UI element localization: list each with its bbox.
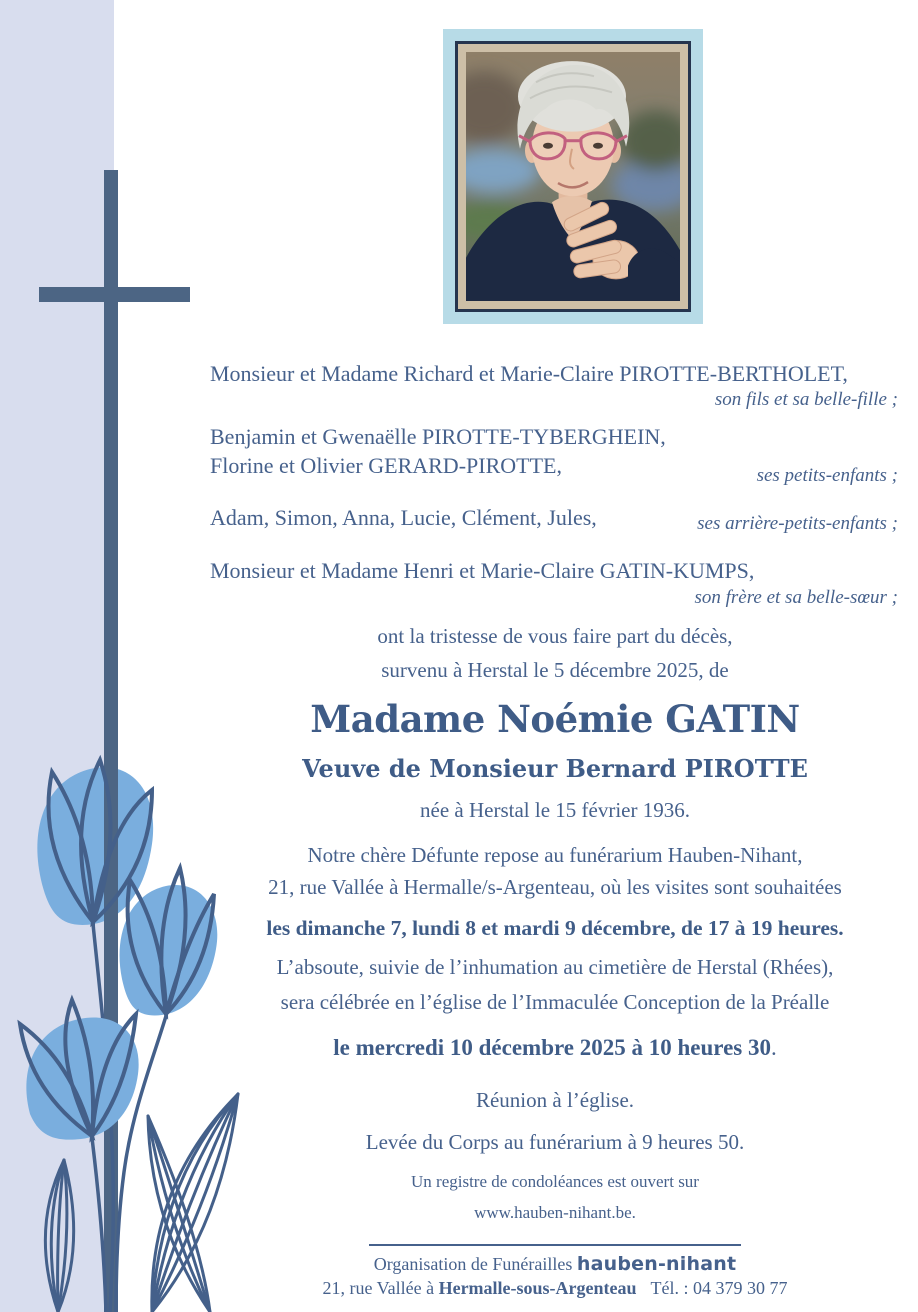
birth-line: née à Herstal le 15 février 1936. <box>420 797 690 822</box>
service-line: L’absoute, suivie de l’inhumation au cimetière de Herstal (Rhées), <box>276 955 834 980</box>
family-line: Monsieur et Madame Henri et Marie-Claire GATIN-KUMPS, <box>210 557 755 583</box>
register-line: Un registre de condoléances est ouvert sur <box>411 1172 699 1192</box>
intro-line: survenu à Herstal le 5 décembre 2025, de <box>381 658 729 683</box>
family-row <box>200 452 910 486</box>
phone-number: Tél. : 04 379 30 77 <box>650 1277 788 1298</box>
service-datetime-line <box>200 1033 910 1063</box>
announcement-text <box>200 352 910 1300</box>
address-line <box>200 1278 910 1300</box>
family-line: Florine et Olivier GERARD-PIROTTE, <box>210 452 562 478</box>
address-prefix: 21, rue Vallée à <box>322 1277 439 1298</box>
organisation-line <box>200 1253 910 1276</box>
relation-label: son frère et sa belle-sœur ; <box>694 587 898 609</box>
service-line: sera célébrée en l’église de l’Immaculée Conception de la Préalle <box>280 989 830 1014</box>
address-place: Hermalle-sous-Argenteau <box>438 1277 637 1298</box>
family-line: Benjamin et Gwenaëlle PIROTTE-TYBERGHEIN, <box>210 424 666 450</box>
relation-label: son fils et sa belle-fille ; <box>714 388 898 410</box>
cross-icon <box>39 287 190 302</box>
family-row <box>200 504 910 535</box>
register-url: www.hauben-nihant.be. <box>474 1202 636 1222</box>
relation-label: ses petits-enfants ; <box>756 464 898 486</box>
widow-line: Veuve de Monsieur Bernard PIROTTE <box>302 753 808 783</box>
hauben-nihant-logo: hauben-nihant <box>576 1252 737 1275</box>
footer-divider <box>369 1244 741 1246</box>
service-datetime-period: . <box>771 1034 777 1060</box>
family-line: Monsieur et Madame Richard et Marie-Claire PIROTTE-BERTHOLET, <box>210 361 848 386</box>
relation-label: ses arrière-petits-enfants ; <box>697 513 898 535</box>
service-datetime: le mercredi 10 décembre 2025 à 10 heures 30 <box>333 1034 771 1060</box>
portrait-photo-frame <box>443 29 703 324</box>
family-line: Adam, Simon, Anna, Lucie, Clément, Jules, <box>210 505 597 531</box>
portrait-photo-mat <box>455 41 691 312</box>
intro-line: ont la tristesse de vous faire part du décès, <box>377 624 733 648</box>
deceased-name: Madame Noémie GATIN <box>310 696 800 741</box>
portrait-photo <box>466 52 680 301</box>
visiting-hours-line: les dimanche 7, lundi 8 et mardi 9 décembre, de 17 à 19 heures. <box>266 915 844 940</box>
repose-line: Notre chère Défunte repose au funérarium Hauben-Nihant, <box>307 843 803 867</box>
levee-line: Levée du Corps au funérarium à 9 heures 50. <box>365 1130 745 1155</box>
organisation-prefix: Organisation de Funérailles <box>373 1253 577 1274</box>
meeting-line: Réunion à l’église. <box>475 1087 635 1112</box>
repose-line: 21, rue Vallée à Hermalle/s-Argenteau, où les visites sont souhaitées <box>268 875 842 900</box>
